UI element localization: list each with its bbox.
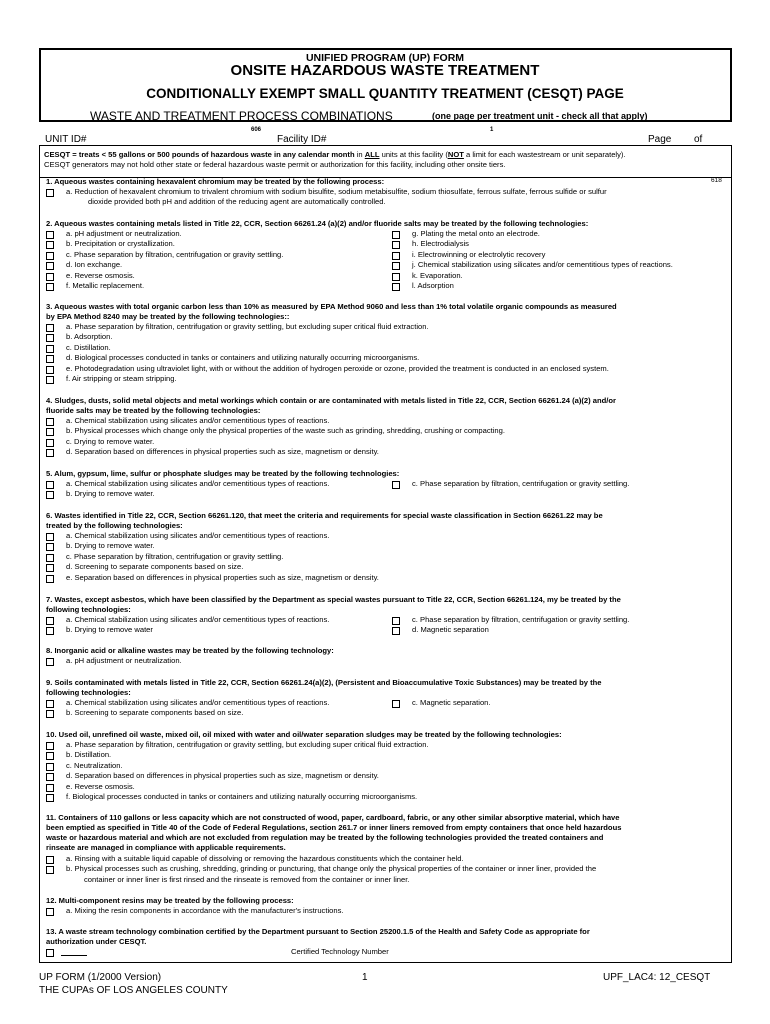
option-1a: a. Reduction of hexavalent chromium to trivalent chromium with sodium bisulfite, sodium metabisulfite, sodium thiosulfate, ferrous sulfate, ferrous sulfide or sulfur bbox=[66, 187, 607, 196]
section-11-heading-cont1: been emptied as specified in Title 40 of the Code of Federal Regulations, section 261.7 or inner liners removed from empty containers that once held hazardous bbox=[46, 823, 622, 832]
option-10d: d. Separation based on differences in physical properties such as size, magnetism or density. bbox=[66, 771, 379, 780]
footer-form-code: UPF_LAC4: 12_CESQT bbox=[603, 972, 711, 983]
checkbox-2a[interactable] bbox=[46, 231, 54, 239]
section-7-heading: 7. Wastes, except asbestos, which have been classified by the Department as special wastes pursuant to Title 22, CCR, Section 66261.124, my be treated by the bbox=[46, 595, 621, 604]
option-6a: a. Chemical stabilization using silicates and/or cementitious types of reactions. bbox=[66, 531, 330, 540]
checkbox-4d[interactable] bbox=[46, 449, 54, 457]
option-4a: a. Chemical stabilization using silicates and/or cementitious types of reactions. bbox=[66, 416, 330, 425]
option-2b: b. Precipitation or crystallization. bbox=[66, 239, 175, 248]
option-10f: f. Biological processes conducted in tanks or containers and utilizing naturally occurring microorganisms. bbox=[66, 792, 418, 801]
checkbox-6c[interactable] bbox=[46, 554, 54, 562]
option-7c: c. Phase separation by filtration, centrifugation or gravity settling. bbox=[412, 615, 630, 624]
checkbox-3d[interactable] bbox=[46, 355, 54, 363]
option-2l: l. Adsorption bbox=[412, 281, 454, 290]
section-6-heading: 6. Wastes identified in Title 22, CCR, Section 66261.120, that meet the criteria and requirements for special waste classification in Section 66261.22 may be bbox=[46, 511, 603, 520]
checkbox-4c[interactable] bbox=[46, 439, 54, 447]
stray-number: 618 bbox=[711, 177, 722, 184]
option-2e: e. Reverse osmosis. bbox=[66, 271, 135, 280]
option-6b: b. Drying to remove water. bbox=[66, 541, 155, 550]
form-line: UNIFIED PROGRAM (UP) FORM bbox=[305, 52, 465, 64]
checkbox-2k[interactable] bbox=[392, 273, 400, 281]
checkbox-3f[interactable] bbox=[46, 376, 54, 384]
checkbox-5c[interactable] bbox=[392, 481, 400, 489]
section-11-heading-cont3: rinseate are managed in compliance with applicable requirements. bbox=[46, 843, 286, 852]
option-6e: e. Separation based on differences in physical properties such as size, magnetism or density. bbox=[66, 573, 379, 582]
section-4-heading-cont: fluoride salts may be treated by the following technologies: bbox=[46, 406, 261, 415]
option-3b: b. Adsorption. bbox=[66, 332, 113, 341]
checkbox-10f[interactable] bbox=[46, 794, 54, 802]
checkbox-3a[interactable] bbox=[46, 324, 54, 332]
checkbox-11b[interactable] bbox=[46, 866, 54, 874]
option-5b: b. Drying to remove water. bbox=[66, 489, 155, 498]
checkbox-2f[interactable] bbox=[46, 283, 54, 291]
option-6c: c. Phase separation by filtration, centrifugation or gravity settling. bbox=[66, 552, 284, 561]
checkbox-11a[interactable] bbox=[46, 856, 54, 864]
checkbox-6a[interactable] bbox=[46, 533, 54, 541]
unit-id-row bbox=[39, 124, 732, 144]
form-title: ONSITE HAZARDOUS WASTE TREATMENT bbox=[230, 62, 540, 79]
option-9a: a. Chemical stabilization using silicates and/or cementitious types of reactions. bbox=[66, 698, 330, 707]
section-3-heading-cont: by EPA Method 8240 may be treated by the following technologies:: bbox=[46, 312, 290, 321]
option-2a: a. pH adjustment or neutralization. bbox=[66, 229, 182, 238]
checkbox-9c[interactable] bbox=[392, 700, 400, 708]
facility-id-value[interactable]: 1 bbox=[490, 127, 494, 133]
checkbox-2g[interactable] bbox=[392, 231, 400, 239]
checkbox-10b[interactable] bbox=[46, 752, 54, 760]
checkbox-13[interactable] bbox=[46, 949, 54, 957]
combinations-note: (one page per treatment unit - check all that apply) bbox=[432, 111, 648, 121]
option-12a: a. Mixing the resin components in accordance with the manufacturer's instructions. bbox=[66, 906, 344, 915]
option-8a: a. pH adjustment or neutralization. bbox=[66, 656, 182, 665]
section-5-heading: 5. Alum, gypsum, lime, sulfur or phosphate sludges may be treated by the following technologies: bbox=[46, 469, 400, 478]
option-6d: d. Screening to separate components based on size. bbox=[66, 562, 244, 571]
option-11a: a. Rinsing with a suitable liquid capable of dissolving or removing the hazardous constituents which the container held. bbox=[66, 854, 464, 863]
checkbox-3e[interactable] bbox=[46, 366, 54, 374]
option-4b: b. Physical processes which change only the physical properties of the waste such as grinding, shredding, crushing or compacting. bbox=[66, 426, 505, 435]
option-2i: i. Electrowinning or electrolytic recovery bbox=[412, 250, 546, 259]
page-label: Page bbox=[648, 134, 672, 145]
option-2k: k. Evaporation. bbox=[412, 271, 463, 280]
option-2d: d. Ion exchange. bbox=[66, 260, 123, 269]
section-11-heading: 11. Containers of 110 gallons or less capacity which are not constructed of wood, paper, cardboard, fabric, or any other similar absorptive material, which have bbox=[46, 813, 620, 822]
checkbox-9b[interactable] bbox=[46, 710, 54, 718]
checkbox-2l[interactable] bbox=[392, 283, 400, 291]
checkbox-3b[interactable] bbox=[46, 334, 54, 342]
checkbox-10c[interactable] bbox=[46, 763, 54, 771]
section-8-heading: 8. Inorganic acid or alkaline wastes may be treated by the following technology: bbox=[46, 646, 334, 655]
checkbox-6e[interactable] bbox=[46, 575, 54, 583]
option-3e: e. Photodegradation using ultraviolet light, with or without the addition of hydrogen peroxide or ozone, provided the treatment is conducted in an enclosed system. bbox=[66, 364, 609, 373]
checkbox-10e[interactable] bbox=[46, 784, 54, 792]
section-3-heading: 3. Aqueous wastes with total organic carbon less than 10% as measured by EPA Method 9060 and less than 1% total volatile organic compounds as measured bbox=[46, 302, 617, 311]
checkbox-2i[interactable] bbox=[392, 252, 400, 260]
certified-technology-number-field[interactable] bbox=[61, 955, 87, 956]
section-12-heading: 12. Multi-component resins may be treated by the following process: bbox=[46, 896, 294, 905]
checkbox-2j[interactable] bbox=[392, 262, 400, 270]
section-13-heading: 13. A waste stream technology combination certified by the Department pursuant to Section 25200.1.5 of the Health and Safety Code as appropriate for bbox=[46, 927, 590, 936]
option-5a: a. Chemical stabilization using silicates and/or cementitious types of reactions. bbox=[66, 479, 330, 488]
option-1a-cont: dioxide provided both pH and addition of the reducing agent are automatically controlled. bbox=[88, 197, 386, 206]
section-11-heading-cont2: waste or hazardous material and which are not excluded from regulation may be treated by the following technologies provided the treated containers and bbox=[46, 833, 604, 842]
option-7b: b. Drying to remove water bbox=[66, 625, 153, 634]
option-10a: a. Phase separation by filtration, centrifugation or gravity settling, but excluding super critical fluid extraction. bbox=[66, 740, 429, 749]
option-10b: b. Distillation. bbox=[66, 750, 112, 759]
checkbox-7a[interactable] bbox=[46, 617, 54, 625]
section-7-heading-cont: following technologies: bbox=[46, 605, 131, 614]
footer-county: THE CUPAs OF LOS ANGELES COUNTY bbox=[39, 985, 228, 996]
checkbox-7d[interactable] bbox=[392, 627, 400, 635]
checkbox-2h[interactable] bbox=[392, 241, 400, 249]
section-9-heading: 9. Soils contaminated with metals listed in Title 22, CCR, Section 66261.24(a)(2), (Persistent and Bioaccumulative Toxic Substances) may be treated by the bbox=[46, 678, 602, 687]
section-4-heading: 4. Sludges, dusts, solid metal objects and metal workings which contain or are contaminated with metals listed in Title 22, CCR, Section 66261.24 (a)(2) and/or bbox=[46, 396, 616, 405]
option-10e: e. Reverse osmosis. bbox=[66, 782, 135, 791]
unit-id-label: UNIT ID# bbox=[45, 134, 87, 145]
checkbox-7b[interactable] bbox=[46, 627, 54, 635]
option-2j: j. Chemical stabilization using silicates and/or cementitious types of reactions. bbox=[412, 260, 673, 269]
checkbox-3c[interactable] bbox=[46, 345, 54, 353]
checkbox-1a[interactable] bbox=[46, 189, 54, 197]
combinations-heading: WASTE AND TREATMENT PROCESS COMBINATIONS bbox=[90, 109, 393, 123]
option-11b-cont: container or inner liner is first rinsed and the rinseate is removed from the container or inner liner. bbox=[84, 875, 410, 884]
option-11b: b. Physical processes such as crushing, shredding, grinding or puncturing, that change only the physical properties of the container or inner liner, provided the bbox=[66, 864, 597, 873]
footer-page-number: 1 bbox=[362, 972, 368, 983]
of-label: of bbox=[694, 134, 703, 145]
section-13-heading-cont: authorization under CESQT. bbox=[46, 937, 147, 946]
checkbox-4b[interactable] bbox=[46, 428, 54, 436]
checkbox-8a[interactable] bbox=[46, 658, 54, 666]
option-3d: d. Biological processes conducted in tanks or containers and utilizing naturally occurring microorganisms. bbox=[66, 353, 420, 362]
option-7d: d. Magnetic separation bbox=[412, 625, 489, 634]
option-2g: g. Plating the metal onto an electrode. bbox=[412, 229, 540, 238]
checkbox-5a[interactable] bbox=[46, 481, 54, 489]
checkbox-2e[interactable] bbox=[46, 273, 54, 281]
section-2-heading: 2. Aqueous wastes containing metals listed in Title 22, CCR, Section 66261.24 (a)(2) and/or fluoride salts may be treated by the following technologies: bbox=[46, 219, 589, 228]
option-2f: f. Metallic replacement. bbox=[66, 281, 145, 290]
checkbox-4a[interactable] bbox=[46, 418, 54, 426]
option-5c: c. Phase separation by filtration, centrifugation or gravity settling. bbox=[412, 479, 630, 488]
checkbox-2d[interactable] bbox=[46, 262, 54, 270]
section-9-heading-cont: following technologies: bbox=[46, 688, 131, 697]
option-9c: c. Magnetic separation. bbox=[412, 698, 491, 707]
checkbox-10a[interactable] bbox=[46, 742, 54, 750]
option-3f: f. Air stripping or steam stripping. bbox=[66, 374, 177, 383]
checkbox-6b[interactable] bbox=[46, 543, 54, 551]
option-4c: c. Drying to remove water. bbox=[66, 437, 155, 446]
section-10-heading: 10. Used oil, unrefined oil waste, mixed oil, oil mixed with water and oil/water separation sludges may be treated by the following technologies: bbox=[46, 730, 562, 739]
checkbox-12a[interactable] bbox=[46, 908, 54, 916]
option-4d: d. Separation based on differences in physical properties such as size, magnetism or density. bbox=[66, 447, 379, 456]
section-6-heading-cont: treated by the following technologies: bbox=[46, 521, 183, 530]
option-9b: b. Screening to separate components based on size. bbox=[66, 708, 244, 717]
footer-form-version: UP FORM (1/2000 Version) bbox=[39, 972, 162, 983]
cesqt-definition: CESQT = treats < 55 gallons or 500 pounds of hazardous waste in any calendar month in ALL units at this facility (NOT a limit for each wastestream or unit separately). CESQT generators may not hold other state or federal hazardous waste permit or authorization for this facility, including other onsite tiers. bbox=[44, 150, 724, 170]
section-1-heading: 1. Aqueous wastes containing hexavalent chromium may be treated by the following process: bbox=[46, 177, 385, 186]
checkbox-9a[interactable] bbox=[46, 700, 54, 708]
checkbox-2b[interactable] bbox=[46, 241, 54, 249]
option-3a: a. Phase separation by filtration, centrifugation or gravity settling, but excluding super critical fluid extraction. bbox=[66, 322, 429, 331]
option-2h: h. Electrodialysis bbox=[412, 239, 469, 248]
checkbox-7c[interactable] bbox=[392, 617, 400, 625]
checkbox-5b[interactable] bbox=[46, 491, 54, 499]
facility-id-label: Facility ID# bbox=[277, 134, 327, 145]
option-10c: c. Neutralization. bbox=[66, 761, 123, 770]
checkbox-2c[interactable] bbox=[46, 252, 54, 260]
unit-id-value[interactable]: 606 bbox=[251, 127, 262, 133]
option-2c: c. Phase separation by filtration, centrifugation or gravity settling. bbox=[66, 250, 284, 259]
option-3c: c. Distillation. bbox=[66, 343, 111, 352]
cesqt-note: CESQT generators may not hold other state or federal hazardous waste permit or authorization for this facility, including other onsite tiers. bbox=[44, 160, 506, 169]
certified-technology-label: Certified Technology Number bbox=[291, 947, 389, 956]
option-7a: a. Chemical stabilization using silicates and/or cementitious types of reactions. bbox=[66, 615, 330, 624]
checkbox-6d[interactable] bbox=[46, 564, 54, 572]
form-subtitle: CONDITIONALLY EXEMPT SMALL QUANTITY TREATMENT (CESQT) PAGE bbox=[146, 86, 624, 101]
checkbox-10d[interactable] bbox=[46, 773, 54, 781]
